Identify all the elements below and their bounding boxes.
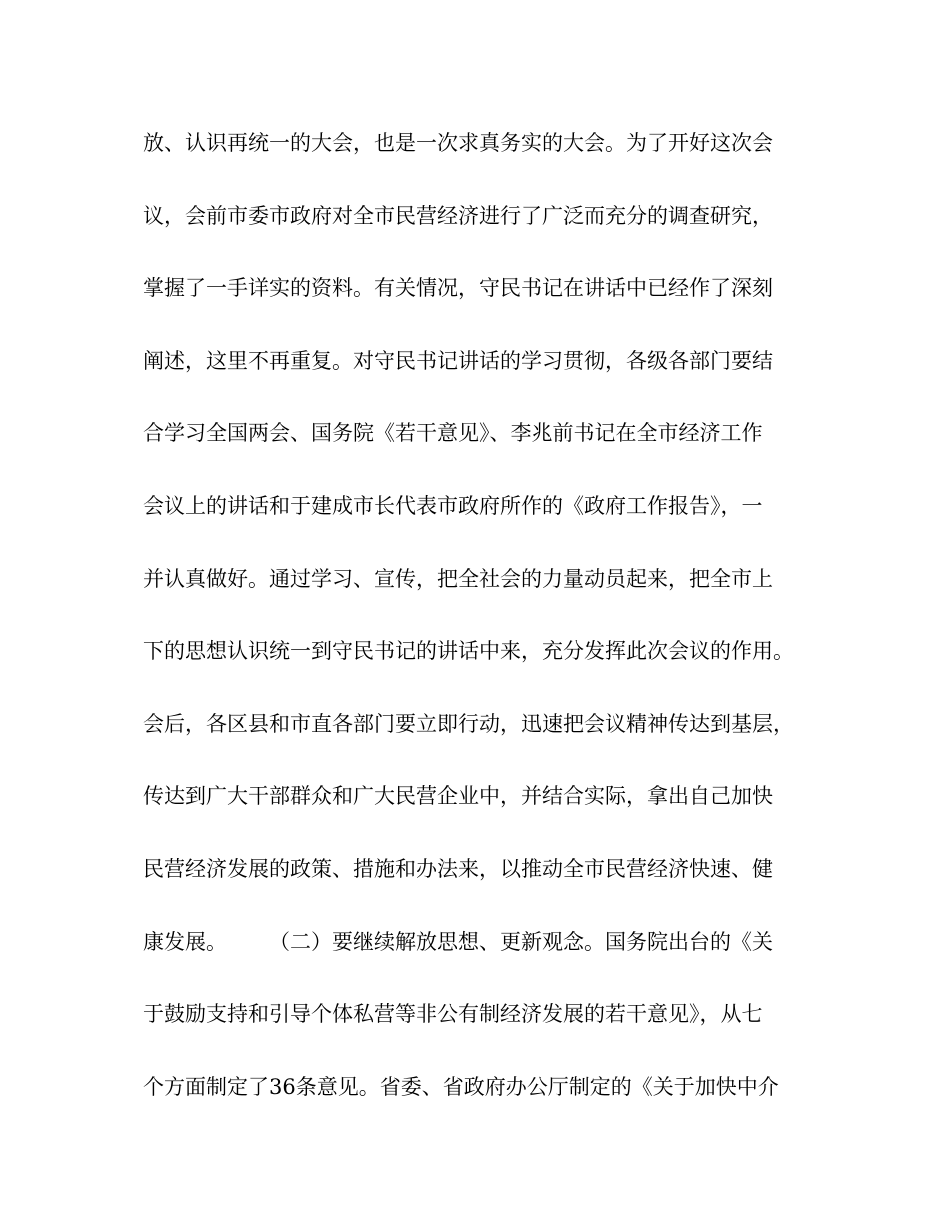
text-line: 康发展。 （二）要继续解放思想、更新观念。国务院出台的《关 [143, 929, 773, 954]
text-line: 个方面制定了36条意见。省委、省政府办公厅制定的《关于加快中介 [143, 1074, 779, 1099]
text-line: 会后，各区县和市直各部门要立即行动，迅速把会议精神传达到基层， [143, 711, 794, 736]
text-line: 放、认识再统一的大会，也是一次求真务实的大会。为了开好这次会 [143, 131, 773, 155]
text-line: 合学习全国两会、国务院《若干意见》、李兆前书记在全市经济工作 [143, 421, 763, 446]
text-line: 掌握了一手详实的资料。有关情况，守民书记在讲话中已经作了深刻 [143, 276, 773, 301]
text-line: 下的思想认识统一到守民书记的讲话中来，充分发挥此次会议的作用。 [143, 639, 794, 664]
text-line: 议，会前市委市政府对全市民营经济进行了广泛而充分的调查研究， [143, 203, 773, 228]
text-line: 阐述，这里不再重复。对守民书记讲话的学习贯彻，各级各部门要结 [143, 348, 773, 373]
text-line: 会议上的讲话和于建成市长代表市政府所作的《政府工作报告》，一 [143, 493, 763, 518]
text-line: 传达到广大干部群众和广大民营企业中，并结合实际，拿出自己加快 [143, 784, 773, 809]
text-line: 民营经济发展的政策、措施和办法来，以推动全市民营经济快速、健 [143, 856, 773, 881]
text-line: 并认真做好。通过学习、宣传，把全社会的力量动员起来，把全市上 [143, 566, 773, 591]
body-text [143, 121, 807, 1137]
text-line: 于鼓励支持和引导个体私营等非公有制经济发展的若干意见》，从七 [143, 1002, 763, 1027]
